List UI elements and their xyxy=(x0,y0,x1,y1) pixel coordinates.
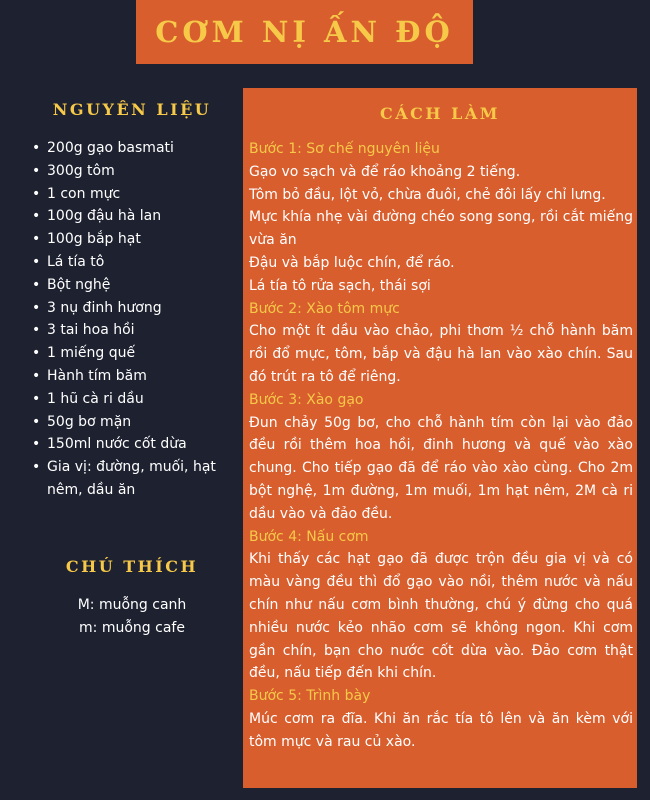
note-line: m: muỗng cafe xyxy=(79,620,185,636)
ingredient-item: • Bột nghệ xyxy=(22,274,242,297)
step-text: Đun chảy 50g bơ, cho chỗ hành tím còn lại vào đảo đều rồi thêm hoa hồi, đinh hương và quế vào xào chung. Cho tiếp gạo đã để ráo vào xào cùng. Cho 2m bột nghệ, 1m đường, 1m muối, 1m hạt nêm, 2M cà ri dầu vào và đảo đều. xyxy=(249,414,633,522)
ingredient-item: • Hành tím băm xyxy=(22,365,242,388)
step-title: Bước 3: Xào gạo xyxy=(249,391,364,408)
notes-section xyxy=(22,557,242,640)
step-text: Cho một ít dầu vào chảo, phi thơm ½ chỗ hành băm rồi đổ mực, tôm, bắp và đậu hà lan vào xào chín. Sau đó trút ra tô để riêng. xyxy=(249,323,633,385)
title-banner xyxy=(136,0,473,64)
step-text: Đậu và bắp luộc chín, để ráo. xyxy=(249,254,455,271)
step-text: Lá tía tô rửa sạch, thái sợi xyxy=(249,277,431,294)
step-title: Bước 2: Xào tôm mực xyxy=(249,300,400,317)
ingredient-list xyxy=(22,137,242,502)
method-steps xyxy=(249,138,633,754)
step-text: Khi thấy các hạt gạo đã được trộn đều gia vị và có màu vàng đều thì đổ gạo vào nồi, thêm nước và nấu chín như nấu cơm bình thường, chú ý đừng cho quá nhiều nước kẻo nhão cơm sẽ không ngon. Khi cơm gần chín, bạn cho nước cốt dừa vào. Đảo cơm thật đều, nấu tiếp đến khi chín. xyxy=(249,551,633,682)
note-line: M: muỗng canh xyxy=(77,597,187,613)
ingredient-item: • Gia vị: đường, muối, hạt nêm, dầu ăn xyxy=(22,456,242,502)
ingredient-item: • 1 miếng quế xyxy=(22,342,242,365)
ingredient-item: • 200g gạo basmati xyxy=(22,137,242,160)
ingredient-item: • 50g bơ mặn xyxy=(22,411,242,434)
ingredient-item: • 3 tai hoa hồi xyxy=(22,319,242,342)
ingredient-item: • 150ml nước cốt dừa xyxy=(22,433,242,456)
method-heading: CÁCH LÀM xyxy=(380,104,500,123)
step-text: Tôm bỏ đầu, lột vỏ, chừa đuôi, chẻ đôi lấy chỉ lưng. xyxy=(249,186,606,203)
step-title: Bước 5: Trình bày xyxy=(249,688,371,705)
ingredients-heading: NGUYÊN LIỆU xyxy=(52,100,212,119)
step-text: Múc cơm ra đĩa. Khi ăn rắc tía tô lên và ăn kèm với tôm mực và rau củ xào. xyxy=(249,710,633,750)
step-text: Gạo vo sạch và để ráo khoảng 2 tiếng. xyxy=(249,163,521,180)
notes-heading: CHÚ THÍCH xyxy=(65,557,199,576)
ingredient-item: • 300g tôm xyxy=(22,160,242,183)
step-title: Bước 1: Sơ chế nguyên liệu xyxy=(249,141,440,157)
ingredient-item: • 1 con mực xyxy=(22,183,242,206)
step-text: Mực khía nhẹ vài đường chéo song song, rồi cắt miếng vừa ăn xyxy=(249,209,633,249)
method-panel xyxy=(243,88,637,788)
ingredient-item: • 100g đậu hà lan xyxy=(22,205,242,228)
ingredient-item: • Lá tía tô xyxy=(22,251,242,274)
page-title: CƠM NỊ ẤN ĐỘ xyxy=(155,15,454,49)
ingredient-item: • 100g bắp hạt xyxy=(22,228,242,251)
step-title: Bước 4: Nấu cơm xyxy=(249,528,369,545)
ingredient-item: • 1 hũ cà ri dầu xyxy=(22,388,242,411)
ingredient-item: • 3 nụ đinh hương xyxy=(22,297,242,320)
ingredients-section xyxy=(22,100,242,502)
